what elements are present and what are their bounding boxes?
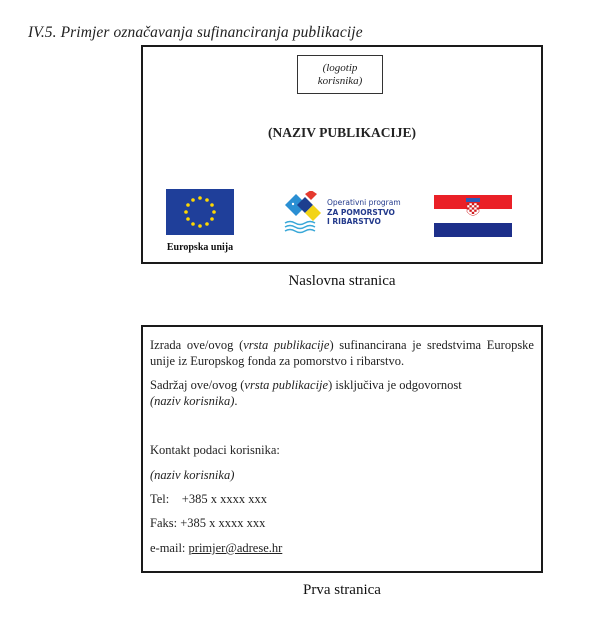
fax-label: Faks: [150,516,178,530]
disclaimer-text: ) isključiva je odgovornost [328,378,462,392]
cover-page-example [141,45,543,264]
first-page-caption: Prva stranica [303,582,381,598]
croatian-coat-of-arms-icon [465,198,481,220]
publication-type-placeholder: vrsta publikacije [244,378,329,392]
contact-phone [150,492,267,507]
contact-beneficiary-name: (naziv korisnika) [150,468,235,482]
email-link[interactable]: primjer@adrese.hr [188,541,283,555]
eu-flag-icon [166,189,234,235]
responsibility-disclaimer [150,377,534,409]
cofinancing-statement [150,337,534,369]
publication-type-placeholder: vrsta publikacije [243,338,330,352]
op-logo-line1: Operativni program [327,198,401,207]
phone-value: +385 x xxxx xxx [181,492,267,506]
cover-page-caption: Naslovna stranica [288,273,396,289]
beneficiary-logo-placeholder [297,55,383,94]
op-emblem-icon [283,191,325,237]
operational-programme-logo [283,191,403,237]
phone-label: Tel: [150,492,170,506]
contact-email [150,541,282,556]
op-logo-line3: I RIBARSTVO [327,217,381,226]
publication-name: (NAZIV PUBLIKACIJE) [268,125,416,140]
croatian-flag-icon [434,195,512,237]
contact-heading: Kontakt podaci korisnika: [150,443,280,457]
op-logo-line2: ZA POMORSTVO [327,207,395,217]
logo-placeholder-line1: (logotip [322,62,358,74]
statement-text: ) sufinancirana je sredstvima Europske unije iz Europskog fonda za pomorstvo i ribarstvo. [150,338,534,368]
eu-label: Europska unija [166,242,234,253]
fax-value: +385 x xxxx xxx [180,516,266,530]
statement-text: Izrada ove/ovog ( [150,338,244,352]
contact-fax [150,516,265,531]
disclaimer-text: Sadržaj ove/ovog ( [150,378,245,392]
disclaimer-end: . [234,394,238,408]
logo-placeholder-line2: korisnika) [317,75,363,87]
section-title: IV.5. Primjer označavanja sufinanciranja publikacije [28,24,363,41]
first-page-example [141,325,543,573]
email-label: e-mail: [150,541,186,555]
beneficiary-name-placeholder: (naziv korisnika) [150,394,235,408]
